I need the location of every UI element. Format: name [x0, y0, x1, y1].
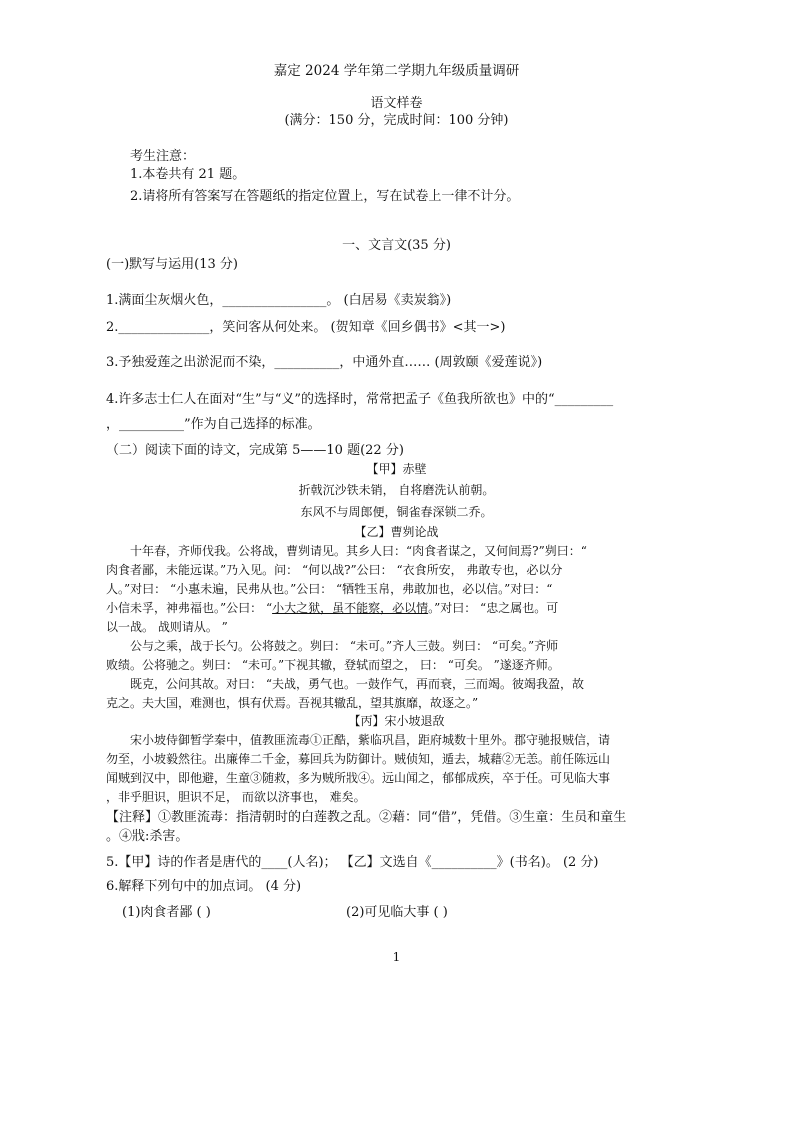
poem-line: 折戟沉沙铁未销， 自将磨洗认前朝。	[298, 483, 495, 497]
question-4-line1: 4.许多志士仁人在面对“生”与“义”的选择时，常常把孟子《鱼我所欲也》中的“_________	[106, 392, 614, 407]
passage-line: 公与之乘，战于长勺。公将鼓之。刿曰： “未可。”齐人三鼓。刿曰： “可矣。”齐师	[130, 639, 559, 653]
part-title: (一)默写与运用(13 分)	[106, 257, 238, 272]
page-number: 1	[392, 950, 401, 964]
exam-meta: (满分：150 分，完成时间：100 分钟)	[284, 113, 509, 128]
question-5: 5.【甲】诗的作者是唐代的____(人名)； 【乙】文选自《__________》(书名)。 (2 分)	[106, 855, 599, 870]
passage-line: 小信未孚，神弗福也。”公曰： “小大之狱，虽不能察，必以情。”对曰： “忠之属也。可	[106, 601, 559, 615]
question-2: 2.______________，笑问客从何处来。 (贺知章《回乡偶书》<其一>)	[106, 320, 506, 335]
question-6-item-1: (1)肉食者鄙 ( )	[122, 905, 211, 920]
exam-title: 嘉定 2024 学年第二学期九年级质量调研	[273, 63, 520, 79]
passage-line: 败绩。公将驰之。刿曰： “未可。”下视其辙，登轼而望之， 曰： “可矣。 ”遂逐齐师。	[106, 658, 560, 672]
passage-line: 肉食者鄙，未能远谋。”乃入见。问： “何以战?”公曰： “衣食所安， 弗敢专也，必以分	[106, 563, 563, 577]
passage-jia-heading: 【甲】赤壁	[366, 462, 427, 476]
passage-line: 闻贼到汉中，即他避，生童③随救，多为贼所戕④。远山闻之，郁郁成疾，卒于任。可见临大事	[106, 771, 611, 785]
poem-line: 东风不与周郎便，铜雀春深锁二乔。	[300, 505, 493, 519]
exam-subject: 语文样卷	[370, 96, 423, 111]
passage-line: ，非乎胆识，胆识不足， 而欲以济事也， 难矣。	[106, 790, 366, 804]
passage-line: 勿至，小坡毅然往。出廉俸二千金，募回兵为防御计。贼侦知，遁去，城藉②无恙。前任陈远山	[106, 752, 611, 766]
passage-line: 以一战。 战则请从。 ”	[106, 620, 228, 634]
passage-line: 既克，公问其故。对曰： “夫战，勇气也。一鼓作气，再而衰，三而竭。彼竭我盈，故	[130, 677, 584, 691]
passage-line: 克之。夫大国，难测也，惧有伏焉。吾视其辙乱，望其旗靡，故逐之。”	[106, 696, 479, 710]
passage-yi-heading: 【乙】曹刿论战	[354, 525, 439, 539]
notes-line: 【注释】①教匪流毒：指清朝时的白莲教之乱。②藉：同“借”，凭借。③生童：生员和童生	[106, 810, 627, 825]
notice-item: 2.请将所有答案写在答题纸的指定位置上，写在试卷上一律不计分。	[130, 189, 520, 204]
question-1: 1.满面尘灰烟火色，________________。 (白居易《卖炭翁》)	[106, 293, 452, 308]
notice-label: 考生注意：	[130, 149, 196, 164]
passage-line: 人。”对曰： “小惠未遍，民弗从也。”公曰： “牺牲玉帛，弗敢加也，必以信。”对曰：“	[106, 582, 553, 596]
notes-line: 。④戕:杀害。	[106, 829, 189, 844]
section-title: 一、文言文(35 分)	[342, 238, 451, 253]
question-4-line2: ，__________”作为自己选择的标准。	[106, 417, 321, 432]
question-3: 3.予独爱莲之出淤泥而不染，__________，中通外直…… (周敦颐《爱莲说》)	[106, 355, 543, 370]
part-title: （二）阅读下面的诗文，完成第 5——10 题(22 分)	[106, 443, 404, 458]
passage-line: 宋小坡侍御暂学秦中，值教匪流毒①正酷，紫临巩昌，距府城数十里外。郡守驰报贼信，请	[130, 733, 611, 747]
notice-item: 1.本卷共有 21 题。	[130, 167, 246, 182]
passage-bing-heading: 【丙】宋小坡退敌	[348, 714, 445, 728]
question-6: 6.解释下列句中的加点词。 (4 分)	[106, 879, 302, 894]
underlined-sentence: 小大之狱，虽不能察，必以情	[272, 601, 429, 615]
passage-line: 十年春，齐师伐我。公将战，曹刿请见。其乡人曰：“肉食者谋之，又何间焉?”刿曰：“	[130, 544, 587, 558]
question-6-item-2: (2)可见临大事 ( )	[346, 905, 448, 920]
